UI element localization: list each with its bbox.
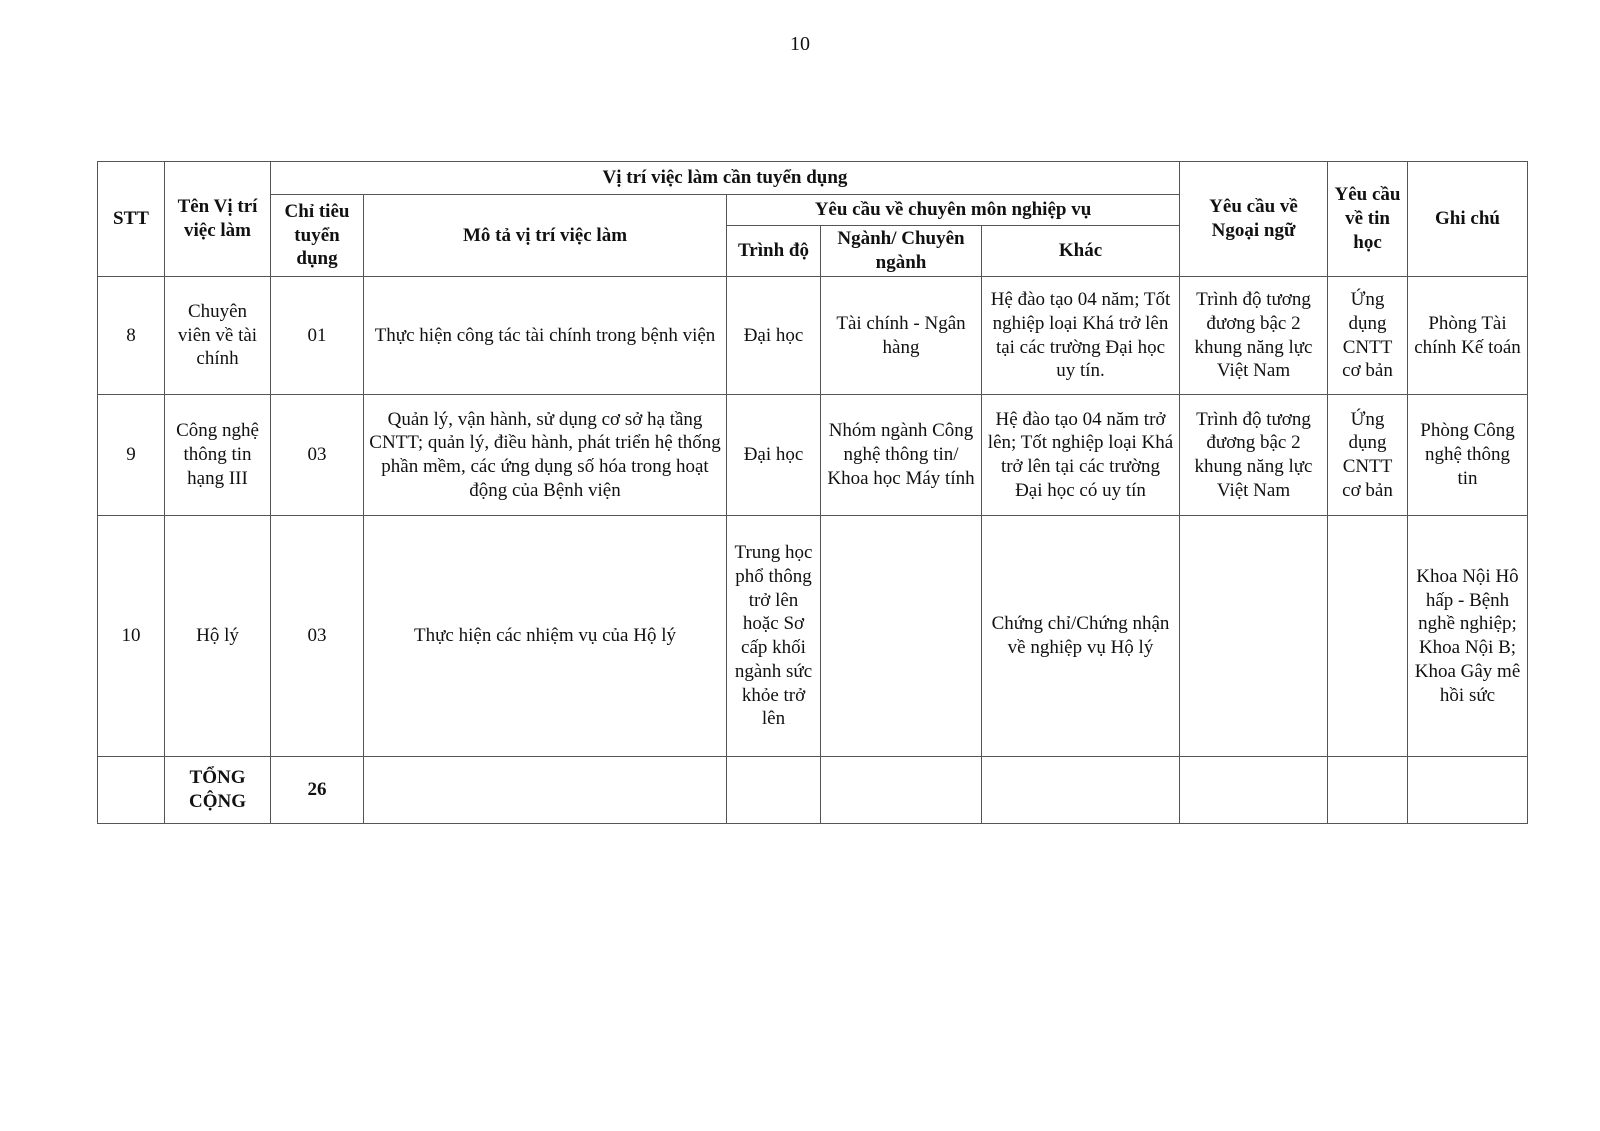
cell-mo-ta: Thực hiện các nhiệm vụ của Hộ lý	[364, 516, 727, 757]
cell-empty	[821, 757, 982, 824]
cell-ngoai-ngu: Trình độ tương đương bậc 2 khung năng lực Việt Nam	[1180, 277, 1328, 395]
cell-trinh-do: Đại học	[727, 395, 821, 516]
header-ngoai-ngu: Yêu cầu về Ngoại ngữ	[1180, 162, 1328, 277]
cell-empty	[727, 757, 821, 824]
cell-khac: Hệ đào tạo 04 năm; Tốt nghiệp loại Khá trở lên tại các trường Đại học uy tín.	[982, 277, 1180, 395]
header-nganh: Ngành/ Chuyên ngành	[821, 226, 982, 277]
cell-ghi-chu: Phòng Tài chính Kế toán	[1408, 277, 1528, 395]
cell-empty	[98, 757, 165, 824]
header-tin-hoc: Yêu cầu về tin học	[1328, 162, 1408, 277]
cell-tin-hoc: Ứng dụng CNTT cơ bản	[1328, 395, 1408, 516]
cell-ten: Hộ lý	[165, 516, 271, 757]
header-chuyen-mon-group: Yêu cầu về chuyên môn nghiệp vụ	[727, 195, 1180, 226]
total-label: TỔNG CỘNG	[165, 757, 271, 824]
cell-empty	[364, 757, 727, 824]
total-value: 26	[271, 757, 364, 824]
header-ghi-chu: Ghi chú	[1408, 162, 1528, 277]
header-stt: STT	[98, 162, 165, 277]
cell-stt: 8	[98, 277, 165, 395]
table-row	[98, 395, 1528, 516]
header-trinh-do: Trình độ	[727, 226, 821, 277]
cell-tin-hoc	[1328, 516, 1408, 757]
cell-stt: 10	[98, 516, 165, 757]
page-number: 10	[790, 33, 810, 55]
header-ten-vi-tri: Tên Vị trí việc làm	[165, 162, 271, 277]
cell-chi-tieu: 01	[271, 277, 364, 395]
cell-ngoai-ngu: Trình độ tương đương bậc 2 khung năng lực Việt Nam	[1180, 395, 1328, 516]
header-vi-tri-group: Vị trí việc làm cần tuyển dụng	[271, 162, 1180, 195]
cell-nganh	[821, 516, 982, 757]
cell-ghi-chu: Khoa Nội Hô hấp - Bệnh nghề nghiệp; Khoa Nội B; Khoa Gây mê hồi sức	[1408, 516, 1528, 757]
cell-trinh-do: Đại học	[727, 277, 821, 395]
cell-trinh-do: Trung học phổ thông trở lên hoặc Sơ cấp khối ngành sức khỏe trở lên	[727, 516, 821, 757]
table-row	[98, 277, 1528, 395]
header-mo-ta: Mô tả vị trí việc làm	[364, 195, 727, 277]
table-row	[98, 516, 1528, 757]
cell-khac: Chứng chỉ/Chứng nhận về nghiệp vụ Hộ lý	[982, 516, 1180, 757]
cell-khac: Hệ đào tạo 04 năm trở lên; Tốt nghiệp loại Khá trở lên tại các trường Đại học có uy tín	[982, 395, 1180, 516]
cell-mo-ta: Thực hiện công tác tài chính trong bệnh viện	[364, 277, 727, 395]
cell-chi-tieu: 03	[271, 395, 364, 516]
recruitment-table	[97, 161, 1528, 824]
cell-empty	[1408, 757, 1528, 824]
cell-empty	[1180, 757, 1328, 824]
cell-empty	[982, 757, 1180, 824]
cell-nganh: Tài chính - Ngân hàng	[821, 277, 982, 395]
total-row	[98, 757, 1528, 824]
cell-empty	[1328, 757, 1408, 824]
cell-ten: Chuyên viên về tài chính	[165, 277, 271, 395]
header-chi-tieu: Chỉ tiêu tuyển dụng	[271, 195, 364, 277]
cell-ngoai-ngu	[1180, 516, 1328, 757]
cell-nganh: Nhóm ngành Công nghệ thông tin/ Khoa học Máy tính	[821, 395, 982, 516]
cell-ten: Công nghệ thông tin hạng III	[165, 395, 271, 516]
cell-mo-ta: Quản lý, vận hành, sử dụng cơ sở hạ tầng CNTT; quản lý, điều hành, phát triển hệ thống phần mềm, các ứng dụng số hóa trong hoạt động của Bệnh viện	[364, 395, 727, 516]
cell-tin-hoc: Ứng dụng CNTT cơ bản	[1328, 277, 1408, 395]
cell-ghi-chu: Phòng Công nghệ thông tin	[1408, 395, 1528, 516]
header-khac: Khác	[982, 226, 1180, 277]
cell-stt: 9	[98, 395, 165, 516]
cell-chi-tieu: 03	[271, 516, 364, 757]
